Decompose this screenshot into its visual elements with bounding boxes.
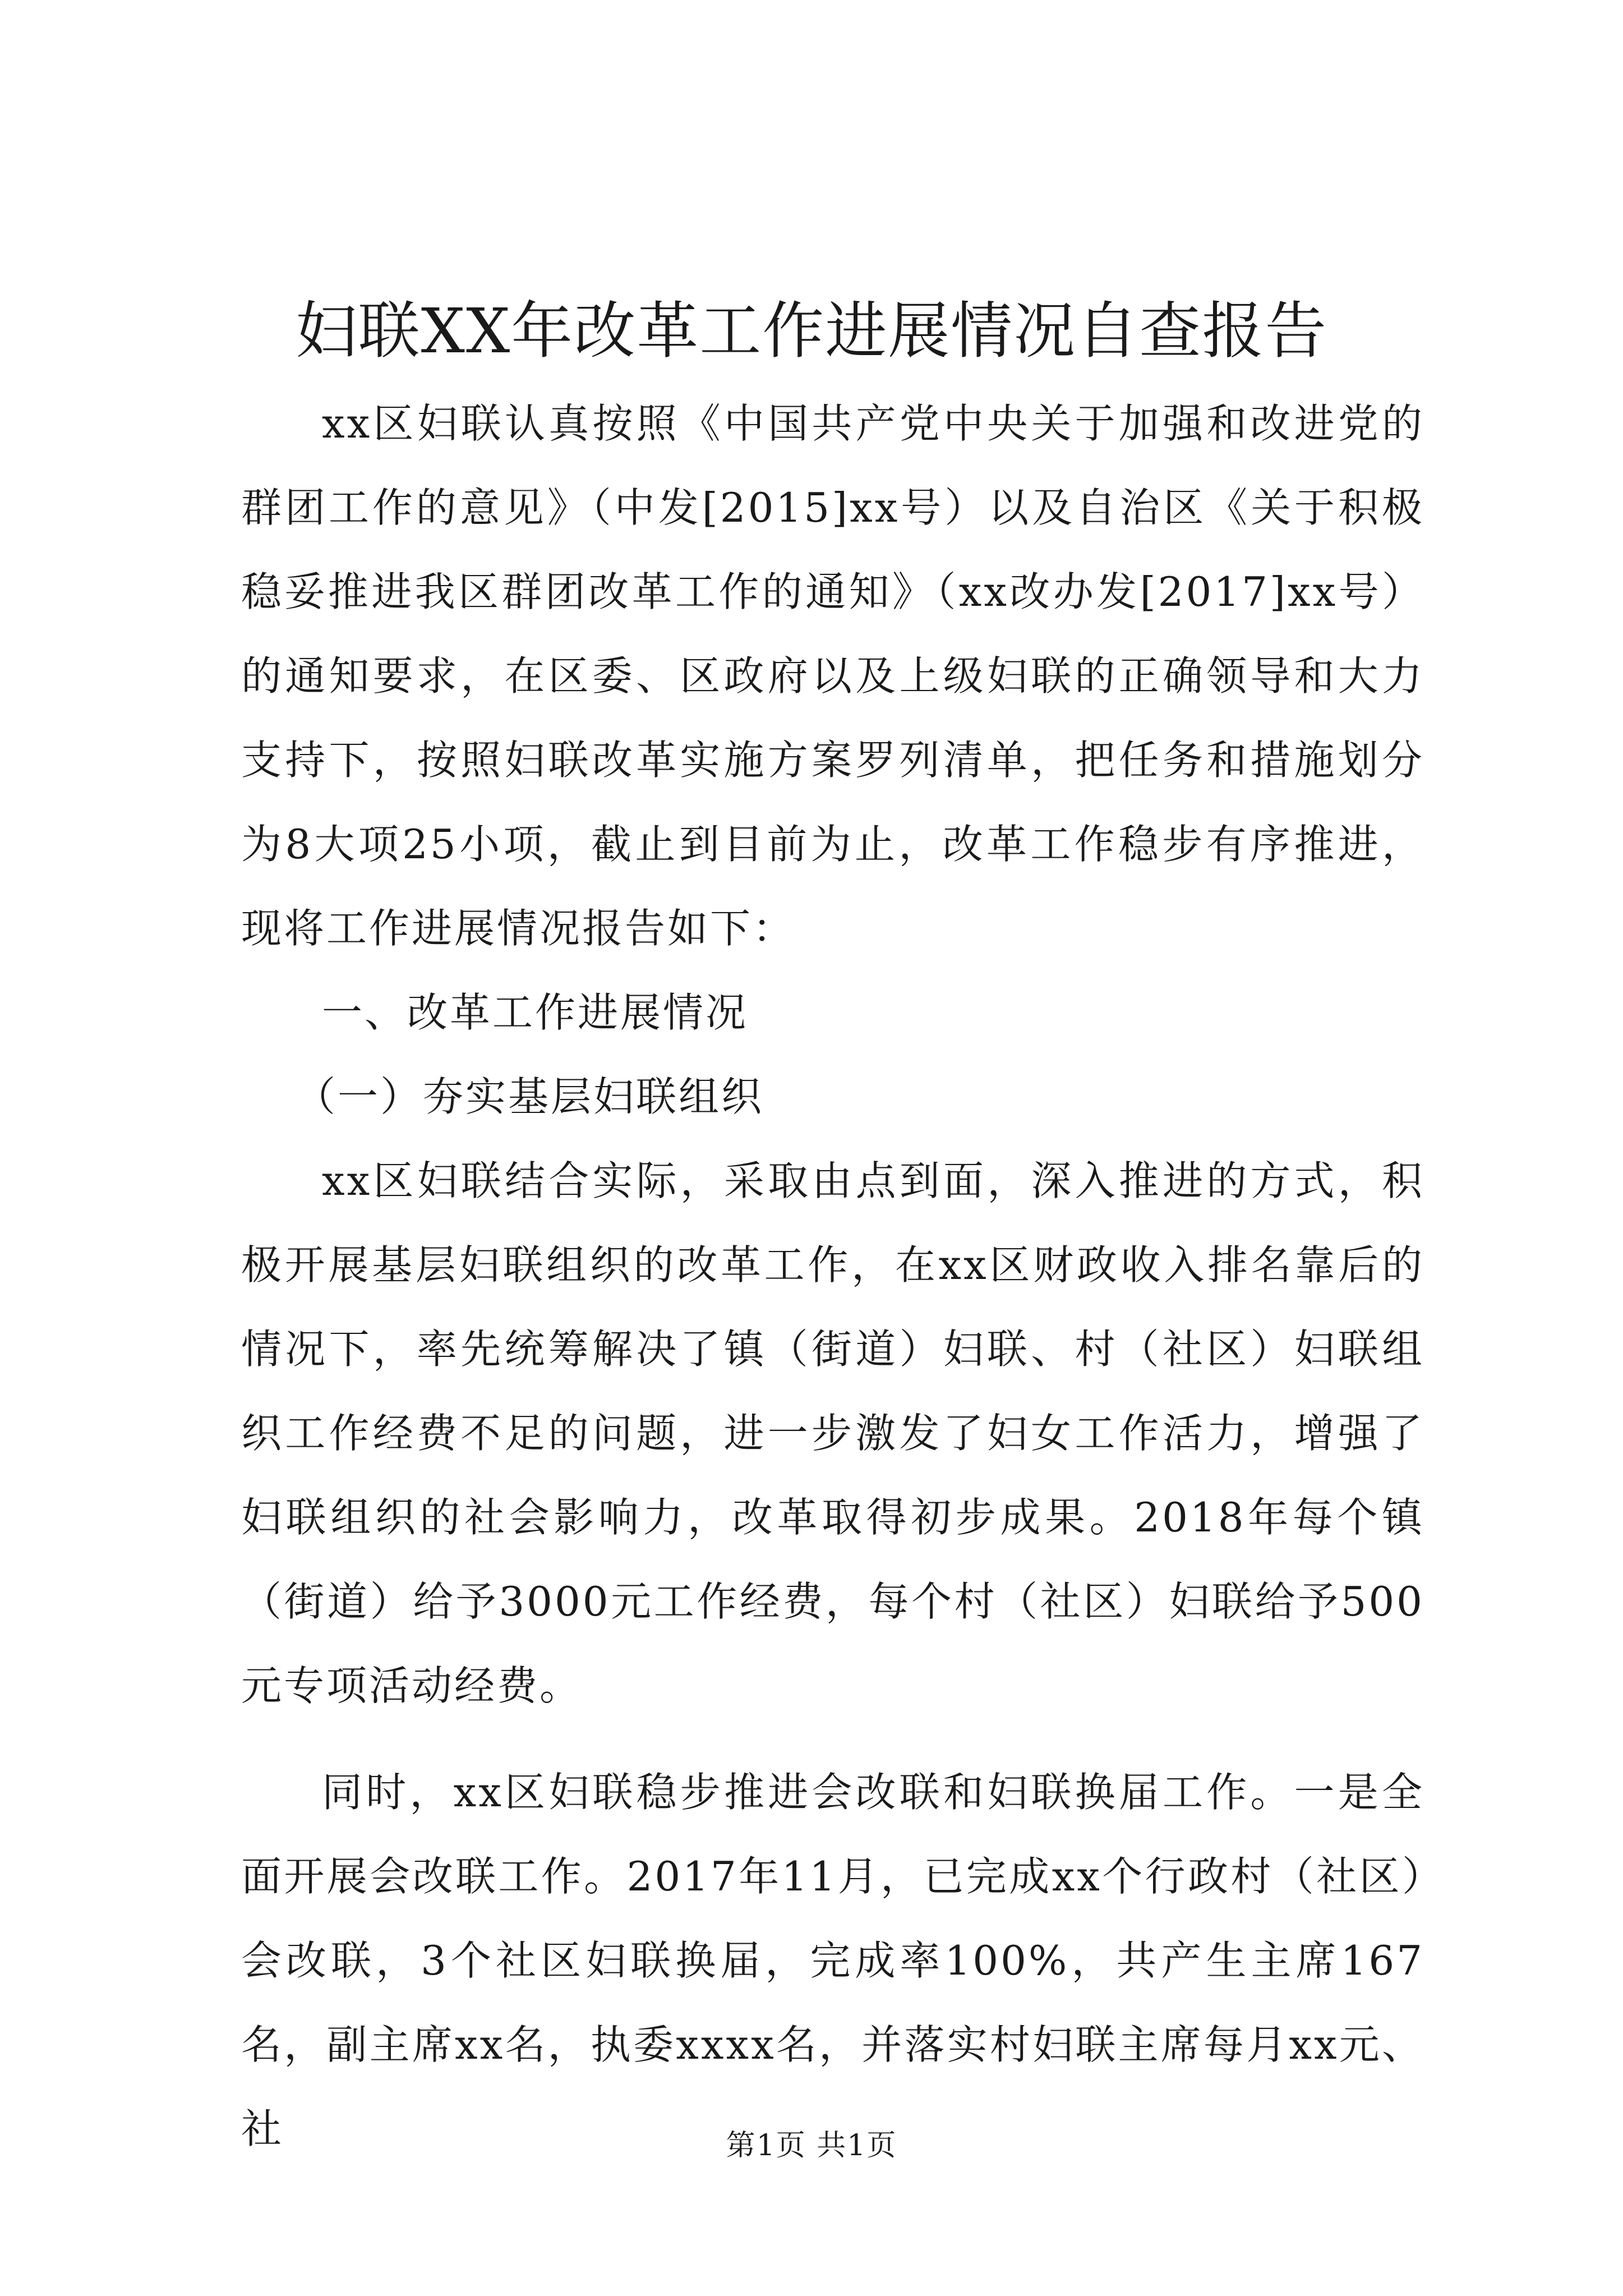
- page-number: 第1页 共1页: [726, 2129, 897, 2162]
- subsection-heading: （一）夯实基层妇联组织: [295, 1073, 764, 1120]
- intro-paragraph: xx区妇联认真按照《中国共产党中央关于加强和改进党的群团工作的意见》（中发[2015]xx号）以及自治区《关于积极稳妥推进我区群团改革工作的通知》（xx改办发[2017]xx号）的通知要求，在区委、区政府以及上级妇联的正确领导和大力支持下，按照妇联改革实施方案罗列清单，把任务和措施划分为8大项25小项，截止到目前为止，改革工作稳步有序推进，现将工作进展情况报告如下：: [241, 400, 1424, 952]
- body-paragraph: 同时，xx区妇联稳步推进会改联和妇联换届工作。一是全面开展会改联工作。2017年11月，已完成xx个行政村（社区）会改联，3个社区妇联换届，完成率100%，共产生主席167名，副主席xx名，执委xxxx名，并落实村妇联主席每月xx元、社: [241, 1769, 1424, 2152]
- document-title: 妇联XX年改革工作进展情况自查报告: [295, 295, 1328, 367]
- document-body: [241, 381, 1424, 2171]
- body-paragraph: xx区妇联结合实际，采取由点到面，深入推进的方式，积极开展基层妇联组织的改革工作，在xx区财政收入排名靠后的情况下，率先统筹解决了镇（街道）妇联、村（社区）妇联组织工作经费不足的问题，进一步激发了妇女工作活力，增强了妇联组织的社会影响力，改革取得初步成果。2018年每个镇（街道）给予3000元工作经费，每个村（社区）妇联给予500元专项活动经费。: [241, 1157, 1424, 1709]
- section-heading: 一、改革工作进展情况: [322, 989, 749, 1036]
